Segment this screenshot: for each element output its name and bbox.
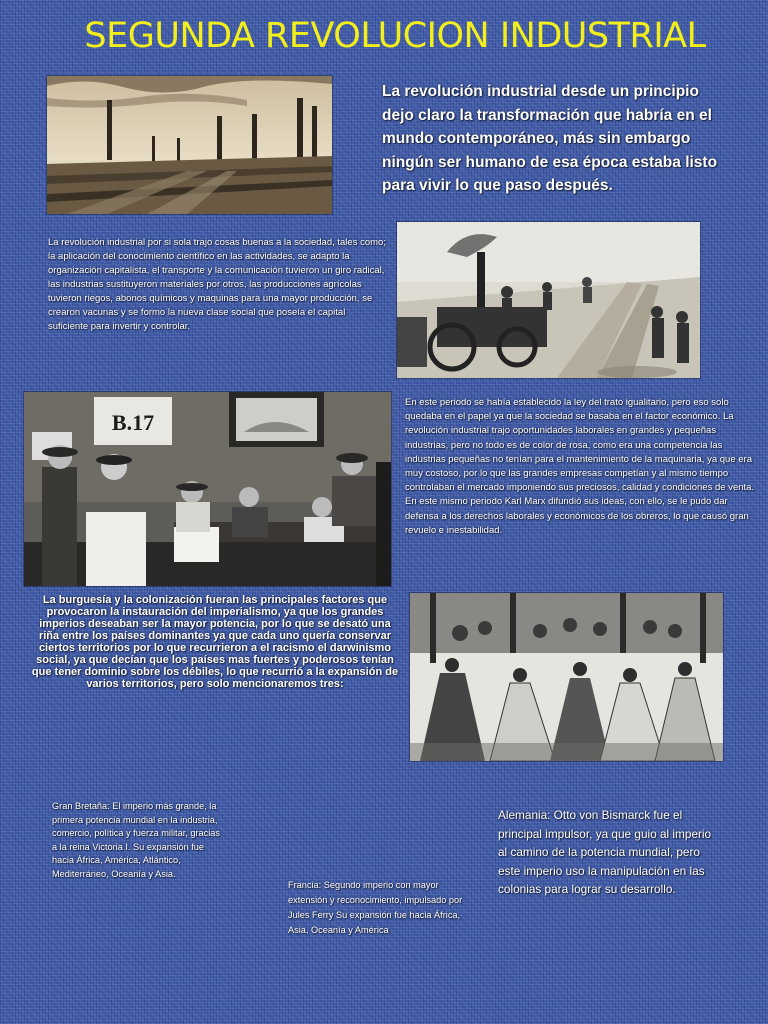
factory-photo xyxy=(47,76,332,214)
imperialism-paragraph: La burguesía y la colonización fueran las principales factores que provocaron la instauración del imperialismo, ya que los grandes imperios deseaban ser la mayor potencia, por lo que se desató una riña entre los países dominantes ya que cada uno quería conservar ciertos territorios por lo que recurrieron a el racismo el darwinismo social, ya que decían que los países mas fuertes y poderosos tenían que tener dominio sobre los débiles, lo que recurrió a la expansión de varios territorios, pero solo mencionaremos tres: xyxy=(31,594,399,690)
germany-paragraph: Alemania: Otto von Bismarck fue el principal impulsor, ya que guio al imperio al camino de la potencia mundial, pero este imperio uso la manipulación en las colonias para lograr su desarrollo. xyxy=(498,808,712,896)
britain-paragraph: Gran Bretaña: El imperio más grande, la primera potencia mundial en la industria, comercio, política y fuerza militar, gracias a la reina Victoria I. Su expansión fue hacia África, América, Atlántico, Mediterráneo, Oceanía y Asia. xyxy=(52,801,220,879)
equality-paragraph: En este periodo se había establecido la ley del trato igualitario, pero eso solo quedaba en el papel ya que la sociedad se basaba en el factor económico. La revolución industrial trajo oportunidades laborales en grandes y pequeñas industrias, pero no todo es de color de rosa, como era una competencia las industrias pequeñas no tenían para el mantenimiento de la maquinaria, ya que era muy costoso, por lo que las grandes empresas competían y al mismo tiempo controlaban el mercado imponiendo sus preciosos, calidad y condiciones de venta. En este mismo periodo Karl Marx difundió sus ideas, con ello, se le pudo dar defensa a los derechos laborales y económicos de los obreros, lo que causó gran revuelo e inestabilidad. xyxy=(405,397,755,536)
voting-sign: B.17 xyxy=(111,410,155,435)
france-paragraph: Francia: Segundo imperio con mayor extensión y reconocimiento, impulsado por Jules Ferry Su expansión fue hacia África, Asia, Oceanía y América xyxy=(288,880,463,935)
intro-paragraph: La revolución industrial desde un principio dejo claro la transformación que habría en el mundo contemporáneo, más sin embargo ningún ser humano de esa época estaba listo para vivir lo que paso después. xyxy=(382,83,718,194)
society-paragraph: La revolución industrial por si sola trajo cosas buenas a la sociedad, tales como; la aplicación del conocimiento científico en las actividades, se adapto la organización capitalista, el transporte y la comunicación tuvieron un giro radical, las industrias sustituyeron materiales por otros, las producciones agrícolas tuvieron riegos, abonos químicos y maquinas para una mayor producción, se crearon vacunas y se formo la nueva clase social que poseía el capital suficiente para invertir y controlar. xyxy=(48,237,386,332)
page-title: SEGUNDA REVOLUCION INDUSTRIAL xyxy=(84,16,706,56)
women-voting-photo xyxy=(24,392,391,586)
steam-tractor-photo xyxy=(397,222,700,378)
ballroom-engraving xyxy=(410,593,723,761)
